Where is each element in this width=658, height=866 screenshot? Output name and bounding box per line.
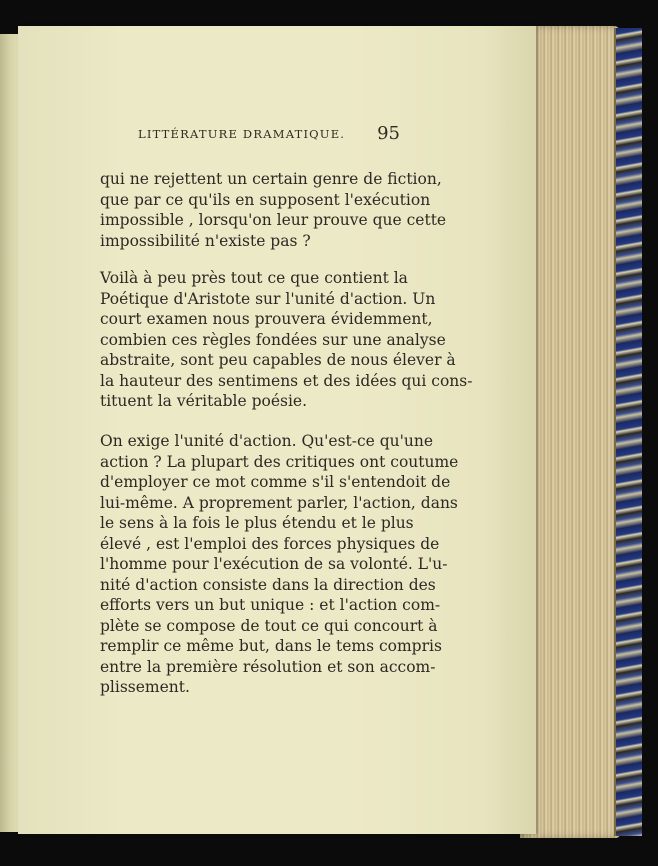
text-line: la hauteur des sentimens et des idées qui cons-	[100, 371, 473, 390]
text-line: l'homme pour l'exécution de sa volonté. L'u-	[100, 555, 448, 573]
book-page	[18, 26, 536, 834]
marbled-cover	[614, 28, 642, 836]
text-line: action ? La plupart des critiques ont coutume	[100, 452, 459, 471]
text-line: combien ces règles fondées sur une analyse	[100, 330, 446, 349]
text-line: plète se compose de tout ce qui concourt à	[100, 616, 438, 635]
running-head	[138, 125, 400, 147]
book-spread	[0, 20, 658, 846]
paragraph	[100, 169, 447, 251]
text-line: d'employer ce mot comme s'il s'entendoit de	[100, 473, 451, 491]
text-line: que par ce qu'ils en supposent l'exécution	[100, 190, 431, 209]
page-number: 95	[377, 123, 400, 144]
text-line: le sens à la fois le plus étendu et le plus	[100, 514, 414, 532]
text-line: abstraite, sont peu capables de nous élever à	[100, 351, 456, 369]
text-line: court examen nous prouvera évidemment,	[100, 310, 433, 328]
text-line: entre la première résolution et son accom-	[100, 657, 436, 676]
text-line: plissement.	[100, 678, 190, 696]
text-line: efforts vers un but unique : et l'action com-	[100, 596, 441, 614]
text-line: qui ne rejettent un certain genre de fiction,	[100, 170, 442, 188]
text-line: tituent la véritable poésie.	[100, 392, 308, 410]
text-line: impossible , lorsqu'on leur prouve que cette	[100, 211, 447, 229]
text-line: lui-même. A proprement parler, l'action, dans	[100, 493, 458, 512]
text-line: nité d'action consiste dans la direction des	[100, 575, 436, 594]
text-line: On exige l'unité d'action. Qu'est-ce qu'une	[100, 432, 434, 450]
paragraph	[100, 431, 459, 698]
text-line: élevé , est l'emploi des forces physiques de	[100, 534, 440, 553]
running-title: LITTÉRATURE DRAMATIQUE.	[138, 127, 346, 141]
text-line: Voilà à peu près tout ce que contient la	[100, 269, 408, 287]
text-line: remplir ce même but, dans le tems compris	[100, 637, 442, 655]
text-line: Poétique d'Aristote sur l'unité d'action. Un	[100, 289, 436, 308]
text-line: impossibilité n'existe pas ?	[100, 231, 311, 250]
paragraph	[100, 268, 473, 412]
